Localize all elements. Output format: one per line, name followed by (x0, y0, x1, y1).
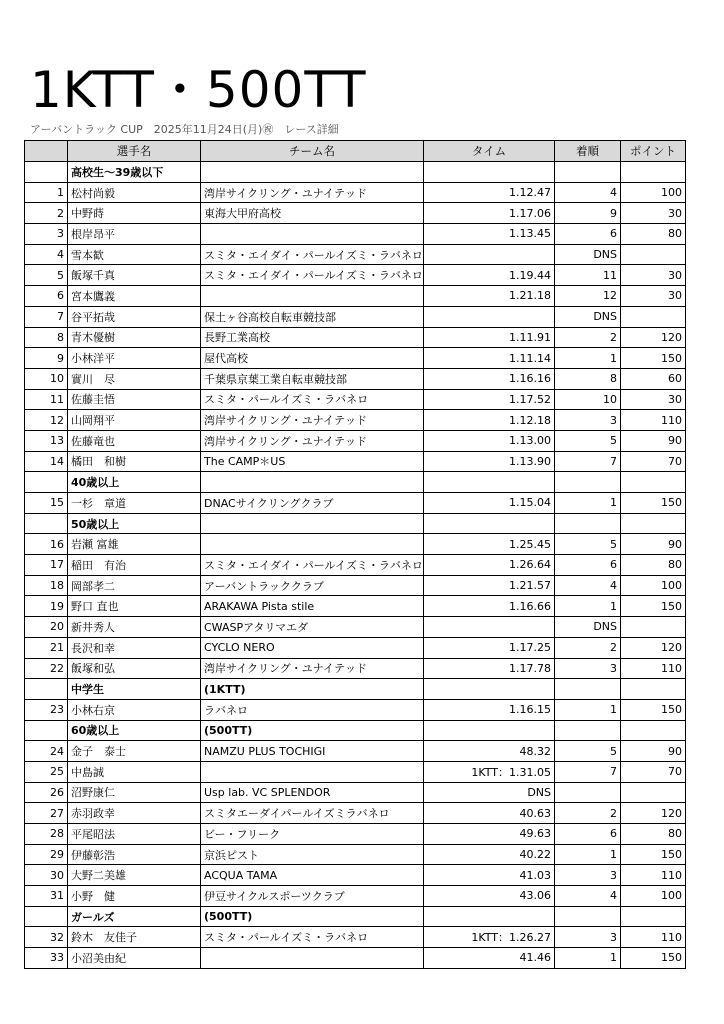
rider-name: 飯塚千真 (68, 265, 201, 286)
time-cell: 1.13.45 (424, 224, 555, 245)
time-cell (424, 244, 555, 265)
table-row (25, 803, 686, 824)
time-cell: 1.11.91 (424, 327, 555, 348)
rider-name: 中野蒔 (68, 203, 201, 224)
row-number: 13 (25, 430, 68, 451)
table-row (25, 410, 686, 431)
row-number: 7 (25, 306, 68, 327)
time-cell: 1KTT：1.26.27 (424, 927, 555, 948)
rider-name: 平尾昭法 (68, 824, 201, 845)
points-cell (621, 306, 686, 327)
rank-cell (555, 162, 621, 183)
row-number: 28 (25, 824, 68, 845)
rider-name: 鈴木 友佳子 (68, 927, 201, 948)
time-cell: 1.17.06 (424, 203, 555, 224)
row-number: 11 (25, 389, 68, 410)
rank-cell: 4 (555, 575, 621, 596)
rank-cell: 7 (555, 761, 621, 782)
table-row (25, 306, 686, 327)
points-cell: 30 (621, 286, 686, 307)
rank-cell: 5 (555, 534, 621, 555)
team-name: ARAKAWA Pista stile (201, 596, 424, 617)
rank-cell: 4 (555, 886, 621, 907)
row-number: 1 (25, 182, 68, 203)
team-name: ラバネロ (201, 699, 424, 720)
rank-cell (555, 906, 621, 927)
table-row (25, 824, 686, 845)
time-cell: 1.12.18 (424, 410, 555, 431)
rank-cell: 2 (555, 327, 621, 348)
points-cell: 30 (621, 389, 686, 410)
team-name: 伊豆サイクルスポーツクラブ (201, 886, 424, 907)
rank-cell: 11 (555, 265, 621, 286)
rider-name: 山岡翔平 (68, 410, 201, 431)
col-header-no (25, 141, 68, 162)
rank-cell (555, 720, 621, 741)
team-name: 長野工業高校 (201, 327, 424, 348)
rank-cell (555, 679, 621, 700)
category-row (25, 472, 686, 493)
table-row (25, 865, 686, 886)
row-number: 12 (25, 410, 68, 431)
team-name: NAMZU PLUS TOCHIGI (201, 741, 424, 762)
rank-cell: 6 (555, 555, 621, 576)
table-row (25, 741, 686, 762)
rider-name: 小林右京 (68, 699, 201, 720)
time-cell: 1.13.90 (424, 451, 555, 472)
table-row (25, 348, 686, 369)
rank-cell: 1 (555, 699, 621, 720)
page-title: 1KTT・500TT (30, 61, 367, 119)
team-name: CWASPアタリマエダ (201, 617, 424, 638)
rank-cell: 2 (555, 803, 621, 824)
rank-cell: 5 (555, 430, 621, 451)
table-row (25, 368, 686, 389)
time-cell: 1.12.47 (424, 182, 555, 203)
row-number: 9 (25, 348, 68, 369)
rank-cell: 9 (555, 203, 621, 224)
points-cell: 150 (621, 596, 686, 617)
time-cell (424, 617, 555, 638)
row-number: 16 (25, 534, 68, 555)
points-cell: 100 (621, 575, 686, 596)
team-name: 東海大甲府高校 (201, 203, 424, 224)
category-label: ガールズ (68, 906, 201, 927)
time-cell: 1.21.18 (424, 286, 555, 307)
row-number: 29 (25, 844, 68, 865)
col-header-rank: 着順 (555, 141, 621, 162)
table-row (25, 534, 686, 555)
time-cell: 43.06 (424, 886, 555, 907)
rank-cell: 1 (555, 844, 621, 865)
time-cell (424, 513, 555, 534)
rank-cell: 7 (555, 451, 621, 472)
rank-cell: 3 (555, 658, 621, 679)
table-row (25, 844, 686, 865)
table-row (25, 782, 686, 803)
row-number (25, 472, 68, 493)
time-cell: 1.11.14 (424, 348, 555, 369)
rider-name: 大野二美雄 (68, 865, 201, 886)
time-cell: 1.16.16 (424, 368, 555, 389)
points-cell: 80 (621, 824, 686, 845)
results-table (24, 140, 686, 969)
time-cell (424, 472, 555, 493)
rank-cell: DNS (555, 617, 621, 638)
row-number: 32 (25, 927, 68, 948)
rank-cell: 3 (555, 410, 621, 431)
time-cell: 41.46 (424, 948, 555, 969)
time-cell: 48.32 (424, 741, 555, 762)
row-number: 2 (25, 203, 68, 224)
time-cell: 1.25.45 (424, 534, 555, 555)
category-label: 中学生 (68, 679, 201, 700)
row-number: 22 (25, 658, 68, 679)
points-cell: 150 (621, 493, 686, 514)
rank-cell: 2 (555, 637, 621, 658)
row-number: 21 (25, 637, 68, 658)
team-name: スミタ・パールイズミ・ラバネロ (201, 389, 424, 410)
col-header-team: チーム名 (201, 141, 424, 162)
time-cell (424, 679, 555, 700)
rank-cell (555, 472, 621, 493)
rank-cell: 4 (555, 182, 621, 203)
category-row (25, 513, 686, 534)
points-cell: 120 (621, 327, 686, 348)
table-row (25, 182, 686, 203)
category-row (25, 720, 686, 741)
rider-name: 飯塚和弘 (68, 658, 201, 679)
team-name (201, 286, 424, 307)
time-cell (424, 162, 555, 183)
time-cell: 40.22 (424, 844, 555, 865)
table-row (25, 244, 686, 265)
category-label: 50歳以上 (68, 513, 201, 534)
team-name: ビー・フリーク (201, 824, 424, 845)
table-row (25, 451, 686, 472)
points-cell: 70 (621, 761, 686, 782)
points-cell: 110 (621, 865, 686, 886)
rider-name: 佐藤竜也 (68, 430, 201, 451)
rank-cell: 5 (555, 741, 621, 762)
rider-name: 野口 直也 (68, 596, 201, 617)
rank-cell: 8 (555, 368, 621, 389)
table-row (25, 637, 686, 658)
team-name: スミタ・エイダイ・パールイズミ・ラバネロ (201, 555, 424, 576)
time-cell: 40.63 (424, 803, 555, 824)
rank-cell: DNS (555, 244, 621, 265)
table-row (25, 658, 686, 679)
points-cell: 80 (621, 555, 686, 576)
points-cell: 100 (621, 886, 686, 907)
rank-cell: 1 (555, 948, 621, 969)
row-number (25, 162, 68, 183)
table-row (25, 617, 686, 638)
rank-cell: 3 (555, 927, 621, 948)
team-name (201, 948, 424, 969)
points-cell (621, 782, 686, 803)
rider-name: 橘田 和樹 (68, 451, 201, 472)
rider-name: 松村尚毅 (68, 182, 201, 203)
category-label: 60歳以上 (68, 720, 201, 741)
points-cell: 80 (621, 224, 686, 245)
row-number: 18 (25, 575, 68, 596)
time-cell (424, 720, 555, 741)
category-label: 40歳以上 (68, 472, 201, 493)
points-cell: 150 (621, 699, 686, 720)
row-number: 8 (25, 327, 68, 348)
points-cell: 110 (621, 927, 686, 948)
team-name: 湾岸サイクリング・ユナイテッド (201, 658, 424, 679)
points-cell: 150 (621, 948, 686, 969)
rider-name: 岡部孝二 (68, 575, 201, 596)
points-cell: 90 (621, 430, 686, 451)
row-number (25, 679, 68, 700)
points-cell: 100 (621, 182, 686, 203)
points-cell: 60 (621, 368, 686, 389)
team-name: スミタエーダイパールイズミラバネロ (201, 803, 424, 824)
row-number: 6 (25, 286, 68, 307)
row-number: 20 (25, 617, 68, 638)
points-cell: 30 (621, 265, 686, 286)
time-cell: 1.26.64 (424, 555, 555, 576)
team-name: The CAMP＊US (201, 451, 424, 472)
rider-name: 小沼美由紀 (68, 948, 201, 969)
team-name (201, 224, 424, 245)
row-number: 26 (25, 782, 68, 803)
row-number: 23 (25, 699, 68, 720)
time-cell: 1.17.25 (424, 637, 555, 658)
rider-name: 中島誠 (68, 761, 201, 782)
rider-name: 小林洋平 (68, 348, 201, 369)
points-cell (621, 679, 686, 700)
time-cell: 49.63 (424, 824, 555, 845)
row-number (25, 513, 68, 534)
time-cell: 1.16.66 (424, 596, 555, 617)
team-name: 湾岸サイクリング・ユナイテッド (201, 430, 424, 451)
team-name: スミタ・エイダイ・パールイズミ・ラバネロ (201, 244, 424, 265)
points-cell: 70 (621, 451, 686, 472)
rider-name: 雪本歓 (68, 244, 201, 265)
points-cell: 90 (621, 741, 686, 762)
points-cell (621, 162, 686, 183)
row-number: 5 (25, 265, 68, 286)
category-format (201, 472, 424, 493)
row-number: 15 (25, 493, 68, 514)
rank-cell: 6 (555, 824, 621, 845)
team-name: アーバントラッククラブ (201, 575, 424, 596)
table-row (25, 596, 686, 617)
table-header-row (25, 141, 686, 162)
team-name: DNACサイクリングクラブ (201, 493, 424, 514)
rider-name: 伊藤彰浩 (68, 844, 201, 865)
team-name: スミタ・エイダイ・パールイズミ・ラバネロ (201, 265, 424, 286)
table-row (25, 948, 686, 969)
time-cell: 1.13.00 (424, 430, 555, 451)
row-number: 27 (25, 803, 68, 824)
points-cell: 150 (621, 348, 686, 369)
rider-name: 宮本鷹義 (68, 286, 201, 307)
time-cell: 1KTT：1.31.05 (424, 761, 555, 782)
time-cell: DNS (424, 782, 555, 803)
rank-cell: 1 (555, 596, 621, 617)
category-row (25, 162, 686, 183)
team-name: ACQUA TAMA (201, 865, 424, 886)
rider-name: 一杉 章道 (68, 493, 201, 514)
time-cell (424, 906, 555, 927)
table-row (25, 265, 686, 286)
row-number: 3 (25, 224, 68, 245)
category-label: 高校生～39歳以下 (68, 162, 201, 183)
row-number: 10 (25, 368, 68, 389)
rank-cell: DNS (555, 306, 621, 327)
time-cell: 1.17.52 (424, 389, 555, 410)
page-subtitle: アーバントラック CUP 2025年11月24日(月)㊗ レース詳細 (30, 123, 339, 136)
category-format: (500TT) (201, 720, 424, 741)
category-row (25, 906, 686, 927)
category-format: (1KTT) (201, 679, 424, 700)
rider-name: 赤羽政幸 (68, 803, 201, 824)
points-cell (621, 720, 686, 741)
row-number: 24 (25, 741, 68, 762)
table-row (25, 575, 686, 596)
points-cell (621, 244, 686, 265)
row-number: 17 (25, 555, 68, 576)
rank-cell: 1 (555, 348, 621, 369)
row-number (25, 906, 68, 927)
points-cell (621, 472, 686, 493)
table-row (25, 493, 686, 514)
table-row (25, 430, 686, 451)
team-name (201, 534, 424, 555)
rider-name: 新井秀人 (68, 617, 201, 638)
rider-name: 佐藤圭悟 (68, 389, 201, 410)
table-row (25, 327, 686, 348)
time-cell: 1.15.04 (424, 493, 555, 514)
category-format: (500TT) (201, 906, 424, 927)
col-header-points: ポイント (621, 141, 686, 162)
points-cell: 110 (621, 658, 686, 679)
rank-cell (555, 513, 621, 534)
team-name: 千葉県京葉工業自転車競技部 (201, 368, 424, 389)
table-row (25, 927, 686, 948)
col-header-name: 選手名 (68, 141, 201, 162)
row-number: 19 (25, 596, 68, 617)
row-number: 14 (25, 451, 68, 472)
time-cell: 1.21.57 (424, 575, 555, 596)
rank-cell: 1 (555, 493, 621, 514)
rider-name: 根岸昂平 (68, 224, 201, 245)
rider-name: 實川 尽 (68, 368, 201, 389)
row-number: 31 (25, 886, 68, 907)
rider-name: 金子 泰士 (68, 741, 201, 762)
table-row (25, 699, 686, 720)
row-number: 33 (25, 948, 68, 969)
table-row (25, 224, 686, 245)
time-cell (424, 306, 555, 327)
time-cell: 41.03 (424, 865, 555, 886)
points-cell (621, 906, 686, 927)
points-cell: 110 (621, 410, 686, 431)
team-name: 屋代高校 (201, 348, 424, 369)
rank-cell: 6 (555, 224, 621, 245)
points-cell: 120 (621, 637, 686, 658)
row-number: 25 (25, 761, 68, 782)
table-row (25, 761, 686, 782)
results-body (25, 162, 686, 969)
points-cell: 30 (621, 203, 686, 224)
row-number: 4 (25, 244, 68, 265)
rank-cell (555, 782, 621, 803)
team-name (201, 761, 424, 782)
points-cell (621, 513, 686, 534)
table-row (25, 555, 686, 576)
time-cell: 1.17.78 (424, 658, 555, 679)
points-cell: 150 (621, 844, 686, 865)
category-format (201, 162, 424, 183)
team-name: 京浜ピスト (201, 844, 424, 865)
table-row (25, 286, 686, 307)
rider-name: 岩瀬 富雄 (68, 534, 201, 555)
time-cell: 1.16.15 (424, 699, 555, 720)
points-cell: 90 (621, 534, 686, 555)
row-number (25, 720, 68, 741)
team-name: 湾岸サイクリング・ユナイテッド (201, 182, 424, 203)
team-name: Usp lab. VC SPLENDOR (201, 782, 424, 803)
team-name: 湾岸サイクリング・ユナイテッド (201, 410, 424, 431)
rider-name: 沼野康仁 (68, 782, 201, 803)
table-row (25, 203, 686, 224)
team-name: CYCLO NERO (201, 637, 424, 658)
row-number: 30 (25, 865, 68, 886)
team-name: 保土ヶ谷高校自転車競技部 (201, 306, 424, 327)
category-format (201, 513, 424, 534)
col-header-time: タイム (424, 141, 555, 162)
rider-name: 小野 健 (68, 886, 201, 907)
rider-name: 長沢和幸 (68, 637, 201, 658)
table-row (25, 389, 686, 410)
table-row (25, 886, 686, 907)
rider-name: 青木優樹 (68, 327, 201, 348)
rider-name: 稲田 有治 (68, 555, 201, 576)
time-cell: 1.19.44 (424, 265, 555, 286)
rank-cell: 3 (555, 865, 621, 886)
team-name: スミタ・パールイズミ・ラバネロ (201, 927, 424, 948)
rank-cell: 12 (555, 286, 621, 307)
rider-name: 谷平拓哉 (68, 306, 201, 327)
points-cell (621, 617, 686, 638)
category-row (25, 679, 686, 700)
rank-cell: 10 (555, 389, 621, 410)
points-cell: 120 (621, 803, 686, 824)
